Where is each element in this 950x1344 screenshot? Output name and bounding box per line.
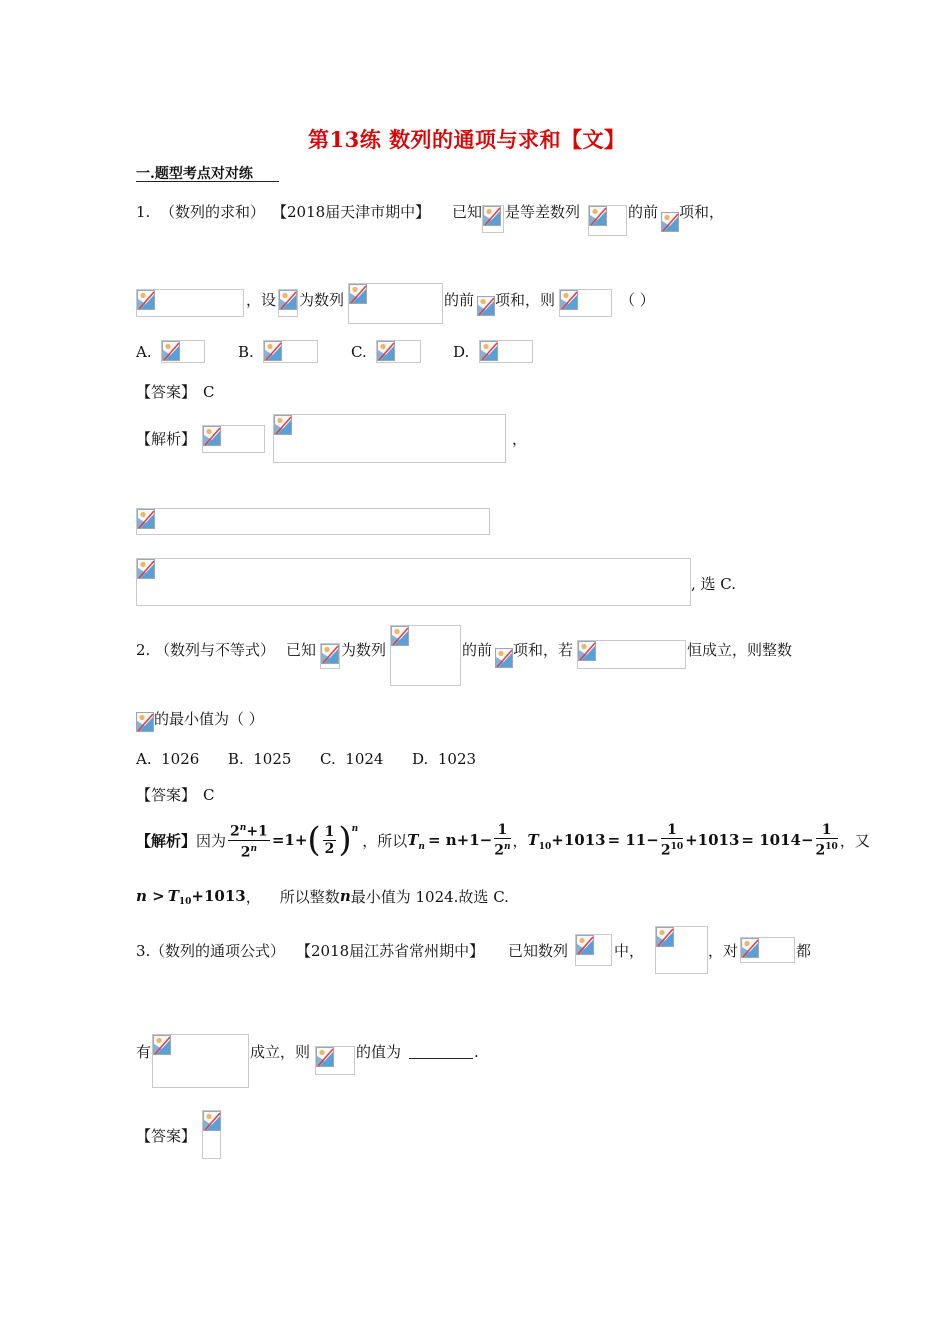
q3-line2-text: .: [474, 1043, 479, 1061]
q1-analysis-text: ，: [512, 430, 528, 448]
q1-line2-text: 的前: [444, 291, 475, 309]
math-text: 2: [660, 842, 671, 859]
q2-stem-text: 为数列: [341, 641, 387, 659]
q2-topic: （数列与不等式）: [155, 641, 276, 659]
formula-image: [136, 558, 691, 606]
q1-line2-text: 项和，则: [495, 291, 556, 309]
q1-option-c: C.: [351, 343, 367, 361]
formula-image: [655, 926, 708, 974]
math-text: 10: [538, 842, 552, 852]
math-text: 2: [230, 823, 240, 840]
math-text: n: [351, 824, 359, 834]
math-text: T: [407, 831, 419, 849]
broken-image-icon: [656, 927, 674, 947]
math-fraction: [323, 824, 337, 857]
section-underline: [136, 181, 279, 182]
q2-stem-text: 恒成立，则整数: [687, 641, 793, 659]
math-text: 10: [670, 841, 684, 852]
math-text: +1013: [191, 887, 246, 905]
q1-stem-text: 已知: [452, 203, 483, 221]
math-text: n >: [136, 887, 165, 905]
broken-image-icon: [136, 712, 154, 732]
broken-image-icon: [137, 290, 155, 310]
math-text: n: [339, 887, 351, 905]
broken-image-icon: [153, 1035, 171, 1055]
broken-image-icon: [279, 290, 297, 310]
formula-image: [495, 648, 513, 668]
q2-answer-value: C: [203, 786, 215, 804]
broken-image-icon: [137, 509, 155, 529]
math-text: = 11−: [607, 831, 659, 849]
q2-analysis-text: ，: [512, 831, 528, 850]
q1-stem-text: 项和，: [679, 203, 725, 221]
math-text: 10: [825, 841, 838, 852]
formula-image: [479, 340, 533, 363]
q2-analysis-text: ，又: [839, 831, 870, 850]
q3-answer-label: 【答案】: [136, 1127, 197, 1145]
q1-number: 1.: [136, 203, 151, 221]
broken-image-icon: [576, 935, 594, 955]
q2-analysis-text: ， 所以整数: [245, 887, 340, 906]
q2-stem-text: 项和，若: [513, 641, 574, 659]
q3-stem-text: 中，: [614, 942, 645, 960]
q3-source: 【2018届江苏省常州期中】: [296, 942, 485, 960]
formula-image: [588, 205, 627, 236]
math-text: 1: [661, 822, 683, 839]
broken-image-icon: [477, 296, 495, 316]
formula-image: [136, 508, 490, 535]
q2-stem-text: 已知: [286, 641, 317, 659]
formula-image: [278, 289, 298, 317]
q3-stem-text: ，对: [708, 942, 739, 960]
q1-option-d: D.: [453, 343, 470, 361]
math-fraction: [661, 822, 683, 859]
broken-image-icon: [391, 626, 409, 646]
q2-line2-text: 的最小值为（ ）: [154, 710, 264, 728]
formula-image: [575, 934, 612, 966]
q1-stem-text: 的前: [628, 203, 659, 221]
math-text: 2: [815, 842, 826, 859]
formula-image: [740, 937, 795, 963]
q1-line2-text: ，设: [246, 291, 277, 309]
broken-image-icon: [137, 559, 155, 579]
formula-image: [136, 712, 154, 732]
broken-image-icon: [483, 206, 501, 226]
broken-image-icon: [377, 341, 395, 361]
q2-analysis-label: 【解析】: [136, 831, 197, 850]
formula-image: [348, 283, 443, 324]
math-text: n: [239, 822, 247, 833]
formula-image: [161, 340, 205, 363]
math-text: 2: [240, 844, 251, 861]
math-text: = n+1−: [427, 831, 493, 849]
broken-image-icon: [741, 938, 759, 958]
q1-analysis-label: 【解析】: [136, 430, 197, 448]
math-text: +1013: [551, 831, 606, 849]
q3-stem-text: 已知数列: [508, 942, 569, 960]
math-text: 1: [324, 823, 335, 840]
q2-analysis-text: 最小值为 1024.故选 C.: [350, 887, 509, 906]
q2-options: A. 1026 B. 1025 C. 1024 D. 1023: [136, 750, 477, 768]
formula-image: [559, 289, 612, 317]
math-text: 10: [178, 897, 192, 907]
math-text: +1: [246, 823, 268, 840]
broken-image-icon: [661, 212, 679, 232]
formula-image: [202, 1110, 221, 1159]
broken-image-icon: [349, 284, 367, 304]
math-fraction: [816, 822, 838, 859]
q2-analysis-text: ，所以: [362, 831, 408, 850]
formula-image: [273, 414, 506, 463]
math-text: n: [250, 843, 258, 854]
answer-blank: [409, 1046, 473, 1059]
formula-image: [202, 425, 265, 453]
q2-number: 2.: [136, 641, 151, 659]
broken-image-icon: [589, 206, 607, 226]
math-text: n: [503, 841, 511, 852]
broken-image-icon: [480, 341, 498, 361]
q1-source: 【2018届天津市期中】: [272, 203, 431, 221]
math-text: T: [167, 887, 179, 905]
q1-option-b: B.: [238, 343, 254, 361]
q1-option-a: A.: [136, 343, 152, 361]
formula-image: [661, 212, 679, 232]
math-text: 1: [494, 822, 510, 839]
broken-image-icon: [321, 644, 339, 664]
q1-line2-text: 为数列: [299, 291, 345, 309]
broken-image-icon: [274, 415, 292, 435]
math-text: +1013: [685, 831, 740, 849]
formula-image: [263, 340, 318, 363]
q3-topic: （数列的通项公式）: [150, 942, 286, 960]
q3-line2-text: 的值为: [356, 1043, 402, 1061]
broken-image-icon: [203, 426, 221, 446]
q2-analysis-text: 因为: [196, 831, 227, 850]
q3-number: 3.: [136, 942, 151, 960]
math-text: T: [527, 831, 539, 849]
math-text: n: [418, 842, 425, 852]
page-title: 第13练 数列的通项与求和【文】: [308, 127, 626, 152]
formula-image: [315, 1046, 355, 1075]
broken-image-icon: [316, 1047, 334, 1067]
q2-analysis-line: [136, 885, 509, 907]
formula-image: [477, 296, 495, 316]
formula-image: [320, 643, 340, 669]
broken-image-icon: [495, 648, 513, 668]
math-text: 2: [324, 840, 335, 857]
math-text: 1: [816, 822, 838, 839]
broken-image-icon: [578, 641, 596, 661]
formula-image: [390, 625, 461, 686]
q2-answer-label: 【答案】: [136, 786, 197, 804]
math-text: = 1014−: [741, 831, 814, 849]
q1-answer-label: 【答案】: [136, 383, 197, 401]
broken-image-icon: [560, 290, 578, 310]
q1-analysis-text: , 选 C.: [691, 575, 737, 593]
formula-image: [577, 640, 686, 669]
q2-analysis-line: 【解析】 因为 $\frac{2^n+1}{2^n}$ =1+ ( $\frac{1}{2}$ ) $^n$ ，所以 T $_n$ = n+1− $\frac{1}{2^n}$ ， T $_{10}$ +1013 = 11− $\frac{1}{2^{10}}$ +1013 = 1014− $\frac{1}{2^{10}}$ ，又: [136, 820, 870, 861]
broken-image-icon: [162, 341, 180, 361]
math-fraction: [228, 820, 270, 860]
formula-image: [376, 340, 421, 363]
q3-line2-text: 有: [136, 1043, 152, 1061]
q1-stem-text: 是等差数列: [505, 203, 581, 221]
q2-stem-text: 的前: [462, 641, 493, 659]
math-fraction: [494, 822, 510, 859]
q1-answer-value: C: [203, 383, 215, 401]
broken-image-icon: [203, 1111, 221, 1131]
q1-choice-paren: （ ）: [620, 291, 655, 309]
q3-stem-text: 都: [796, 942, 812, 960]
q1-topic: （数列的求和）: [160, 203, 266, 221]
formula-image: [152, 1034, 249, 1088]
broken-image-icon: [264, 341, 282, 361]
formula-image: [482, 205, 504, 233]
math-text: =1+: [271, 831, 308, 849]
formula-image: [136, 289, 244, 317]
q3-line2-text: 成立，则: [250, 1043, 311, 1061]
math-text: 2: [494, 842, 504, 859]
section-heading: 一.题型考点对对练: [136, 166, 253, 182]
